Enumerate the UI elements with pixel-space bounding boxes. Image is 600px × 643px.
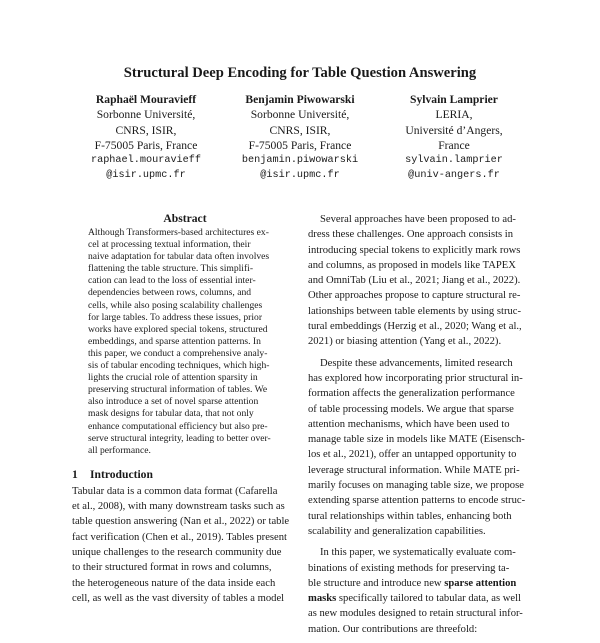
text-fragment: specifically tailored to tabular data, as well xyxy=(336,593,521,605)
text-line: In this paper, we systematically evaluate com- xyxy=(320,547,516,559)
author-name: Benjamin Piwowarski xyxy=(245,93,355,106)
contributions-paragraph xyxy=(308,545,534,637)
emphasis-text: sparse attention xyxy=(444,577,517,589)
emphasis-text: masks xyxy=(308,593,337,605)
text-line: Tabular data is a common data format (Cafarella xyxy=(72,485,278,497)
paper-title: Structural Deep Encoding for Table Question Answering xyxy=(123,65,477,81)
author-affiliation-line: F-75005 Paris, France xyxy=(248,138,352,152)
left-column xyxy=(72,212,298,606)
text-line: Although Transformers-based architectures ex- xyxy=(88,227,269,238)
section-title: Introduction xyxy=(90,467,153,481)
text-line: marily focuses on managing table size, we propose xyxy=(308,480,524,492)
author-1 xyxy=(56,92,236,184)
author-2 xyxy=(210,92,390,184)
text-line: unique challenges to the research community due xyxy=(72,546,282,558)
text-line: dress these challenges. One approach consists in xyxy=(308,229,514,241)
text-fragment: ble structure and introduce new xyxy=(308,577,445,589)
text-line xyxy=(308,591,534,606)
author-affiliation-line: Université d’Angers, xyxy=(405,123,503,137)
text-line: the heterogeneous nature of the data inside each xyxy=(72,577,276,589)
text-line: also introduce a set of novel sparse attention xyxy=(88,396,259,408)
text-line: cells, while also posing scalability challenges xyxy=(88,299,263,311)
text-line: mask designs for tabular data, that not only xyxy=(88,408,254,420)
author-email-line: @univ-angers.fr xyxy=(408,170,500,182)
author-email-line: @isir.upmc.fr xyxy=(106,170,186,182)
text-line: lationships between table elements by using struc- xyxy=(308,305,522,317)
text-line: cel at processing textual information, their xyxy=(88,239,251,251)
text-line: et al., 2008), with many downstream tasks such as xyxy=(72,501,285,513)
text-line: cation can lead to the loss of essential inter- xyxy=(88,275,256,287)
author-name: Sylvain Lamprier xyxy=(410,93,498,106)
text-line: binations of existing methods for preserving ta- xyxy=(308,562,510,574)
text-line: Several approaches have been proposed to ad- xyxy=(320,214,516,225)
text-line: flattening the table structure. This simplifi- xyxy=(88,263,254,275)
paragraph xyxy=(308,356,534,540)
author-name: Raphaël Mouravieff xyxy=(95,93,197,106)
text-line: 2021) or biasing attention (Yang et al., 2022). xyxy=(308,336,502,348)
text-line: tural relationships within tables, enhancing both xyxy=(308,510,512,522)
text-line: enhance computational efficiency but also pre- xyxy=(88,420,268,432)
author-3 xyxy=(364,92,544,184)
text-line: los et al., 2021), offer an untapped opportunity to xyxy=(308,449,517,461)
text-line: extending sparse attention patterns to encode struc- xyxy=(308,495,526,507)
text-line: for large tables. To address these issues, prior xyxy=(88,311,263,323)
right-column xyxy=(308,212,534,643)
text-line: mation. Our contributions are threefold: xyxy=(308,623,478,635)
author-affiliation-line: F-75005 Paris, France xyxy=(94,138,198,152)
author-affiliation-line: CNRS, ISIR, xyxy=(115,123,177,137)
text-line: formation affects the generalization performance xyxy=(308,388,515,400)
text-line: to their structured format in rows and columns, xyxy=(72,562,272,574)
text-line: manage table size in models like MATE (Eisensch- xyxy=(308,434,525,446)
text-line: this paper, we conduct a comprehensive analy- xyxy=(88,347,268,359)
text-line: introducing special tokens to explicitly mark rows xyxy=(308,244,521,256)
text-line: has explored how incorporating prior structural in- xyxy=(308,372,523,384)
text-line: dependencies between rows, columns, and xyxy=(88,287,252,299)
text-line: fact verification (Chen et al., 2019). Tables present xyxy=(72,531,287,543)
text-line: and OmniTab (Liu et al., 2021; Jiang et al., 2022). xyxy=(308,275,521,287)
text-line: works have explored special tokens, structured xyxy=(88,323,268,335)
author-affiliation-line: Sorbonne Université, xyxy=(250,108,350,122)
text-line: Despite these advancements, limited research xyxy=(320,357,513,369)
author-email-line: raphael.mouravieff xyxy=(90,155,202,167)
text-line: sis of tabular encoding techniques, which high- xyxy=(88,360,270,372)
introduction-body xyxy=(72,484,298,606)
text-line: tural embeddings (Herzig et al., 2020; Wang et al., xyxy=(308,321,522,333)
author-affiliation-line: CNRS, ISIR, xyxy=(269,123,331,137)
introduction-heading xyxy=(72,468,298,482)
text-line xyxy=(308,576,534,591)
author-block xyxy=(0,92,600,184)
author-email-line: benjamin.piwowarski xyxy=(241,155,359,167)
author-email-line: sylvain.lamprier xyxy=(405,155,503,167)
paragraph xyxy=(308,212,534,350)
text-line: serve structural integrity, leading to better over- xyxy=(88,432,271,444)
abstract-heading: Abstract xyxy=(163,212,207,225)
text-line: naive adaptation for tabular data often involves xyxy=(88,251,270,263)
text-line: Other approaches propose to capture structural re- xyxy=(308,290,521,302)
text-line: cell, as well as the vast diversity of tables a model xyxy=(72,592,285,604)
text-line: lights the crucial role of attention sparsity in xyxy=(88,372,258,384)
text-line: leverage structural information. While MATE pri- xyxy=(308,464,520,476)
section-number: 1 xyxy=(72,467,78,481)
text-line: embeddings, and sparse attention patterns. In xyxy=(88,335,261,347)
author-affiliation-line: Sorbonne Université, xyxy=(96,108,196,122)
author-affiliation-line: LERIA, xyxy=(435,108,473,122)
text-line: all performance. xyxy=(88,444,151,456)
abstract-body xyxy=(72,227,298,457)
text-line: preserving structural information of tables. We xyxy=(88,384,268,396)
text-line: and columns, as proposed in models like TAPEX xyxy=(308,259,516,271)
text-line: table question answering (Nan et al., 2022) or table xyxy=(72,516,290,528)
text-line: scalability and generalization capabilities. xyxy=(308,525,486,537)
text-line: of table processing models. We argue that sparse xyxy=(308,403,514,415)
text-line: as new modules designed to retain structural infor- xyxy=(308,608,523,620)
author-email-line: @isir.upmc.fr xyxy=(260,170,340,182)
text-line: attention mechanisms, which have been used to xyxy=(308,418,510,430)
author-affiliation-line: France xyxy=(438,138,470,152)
